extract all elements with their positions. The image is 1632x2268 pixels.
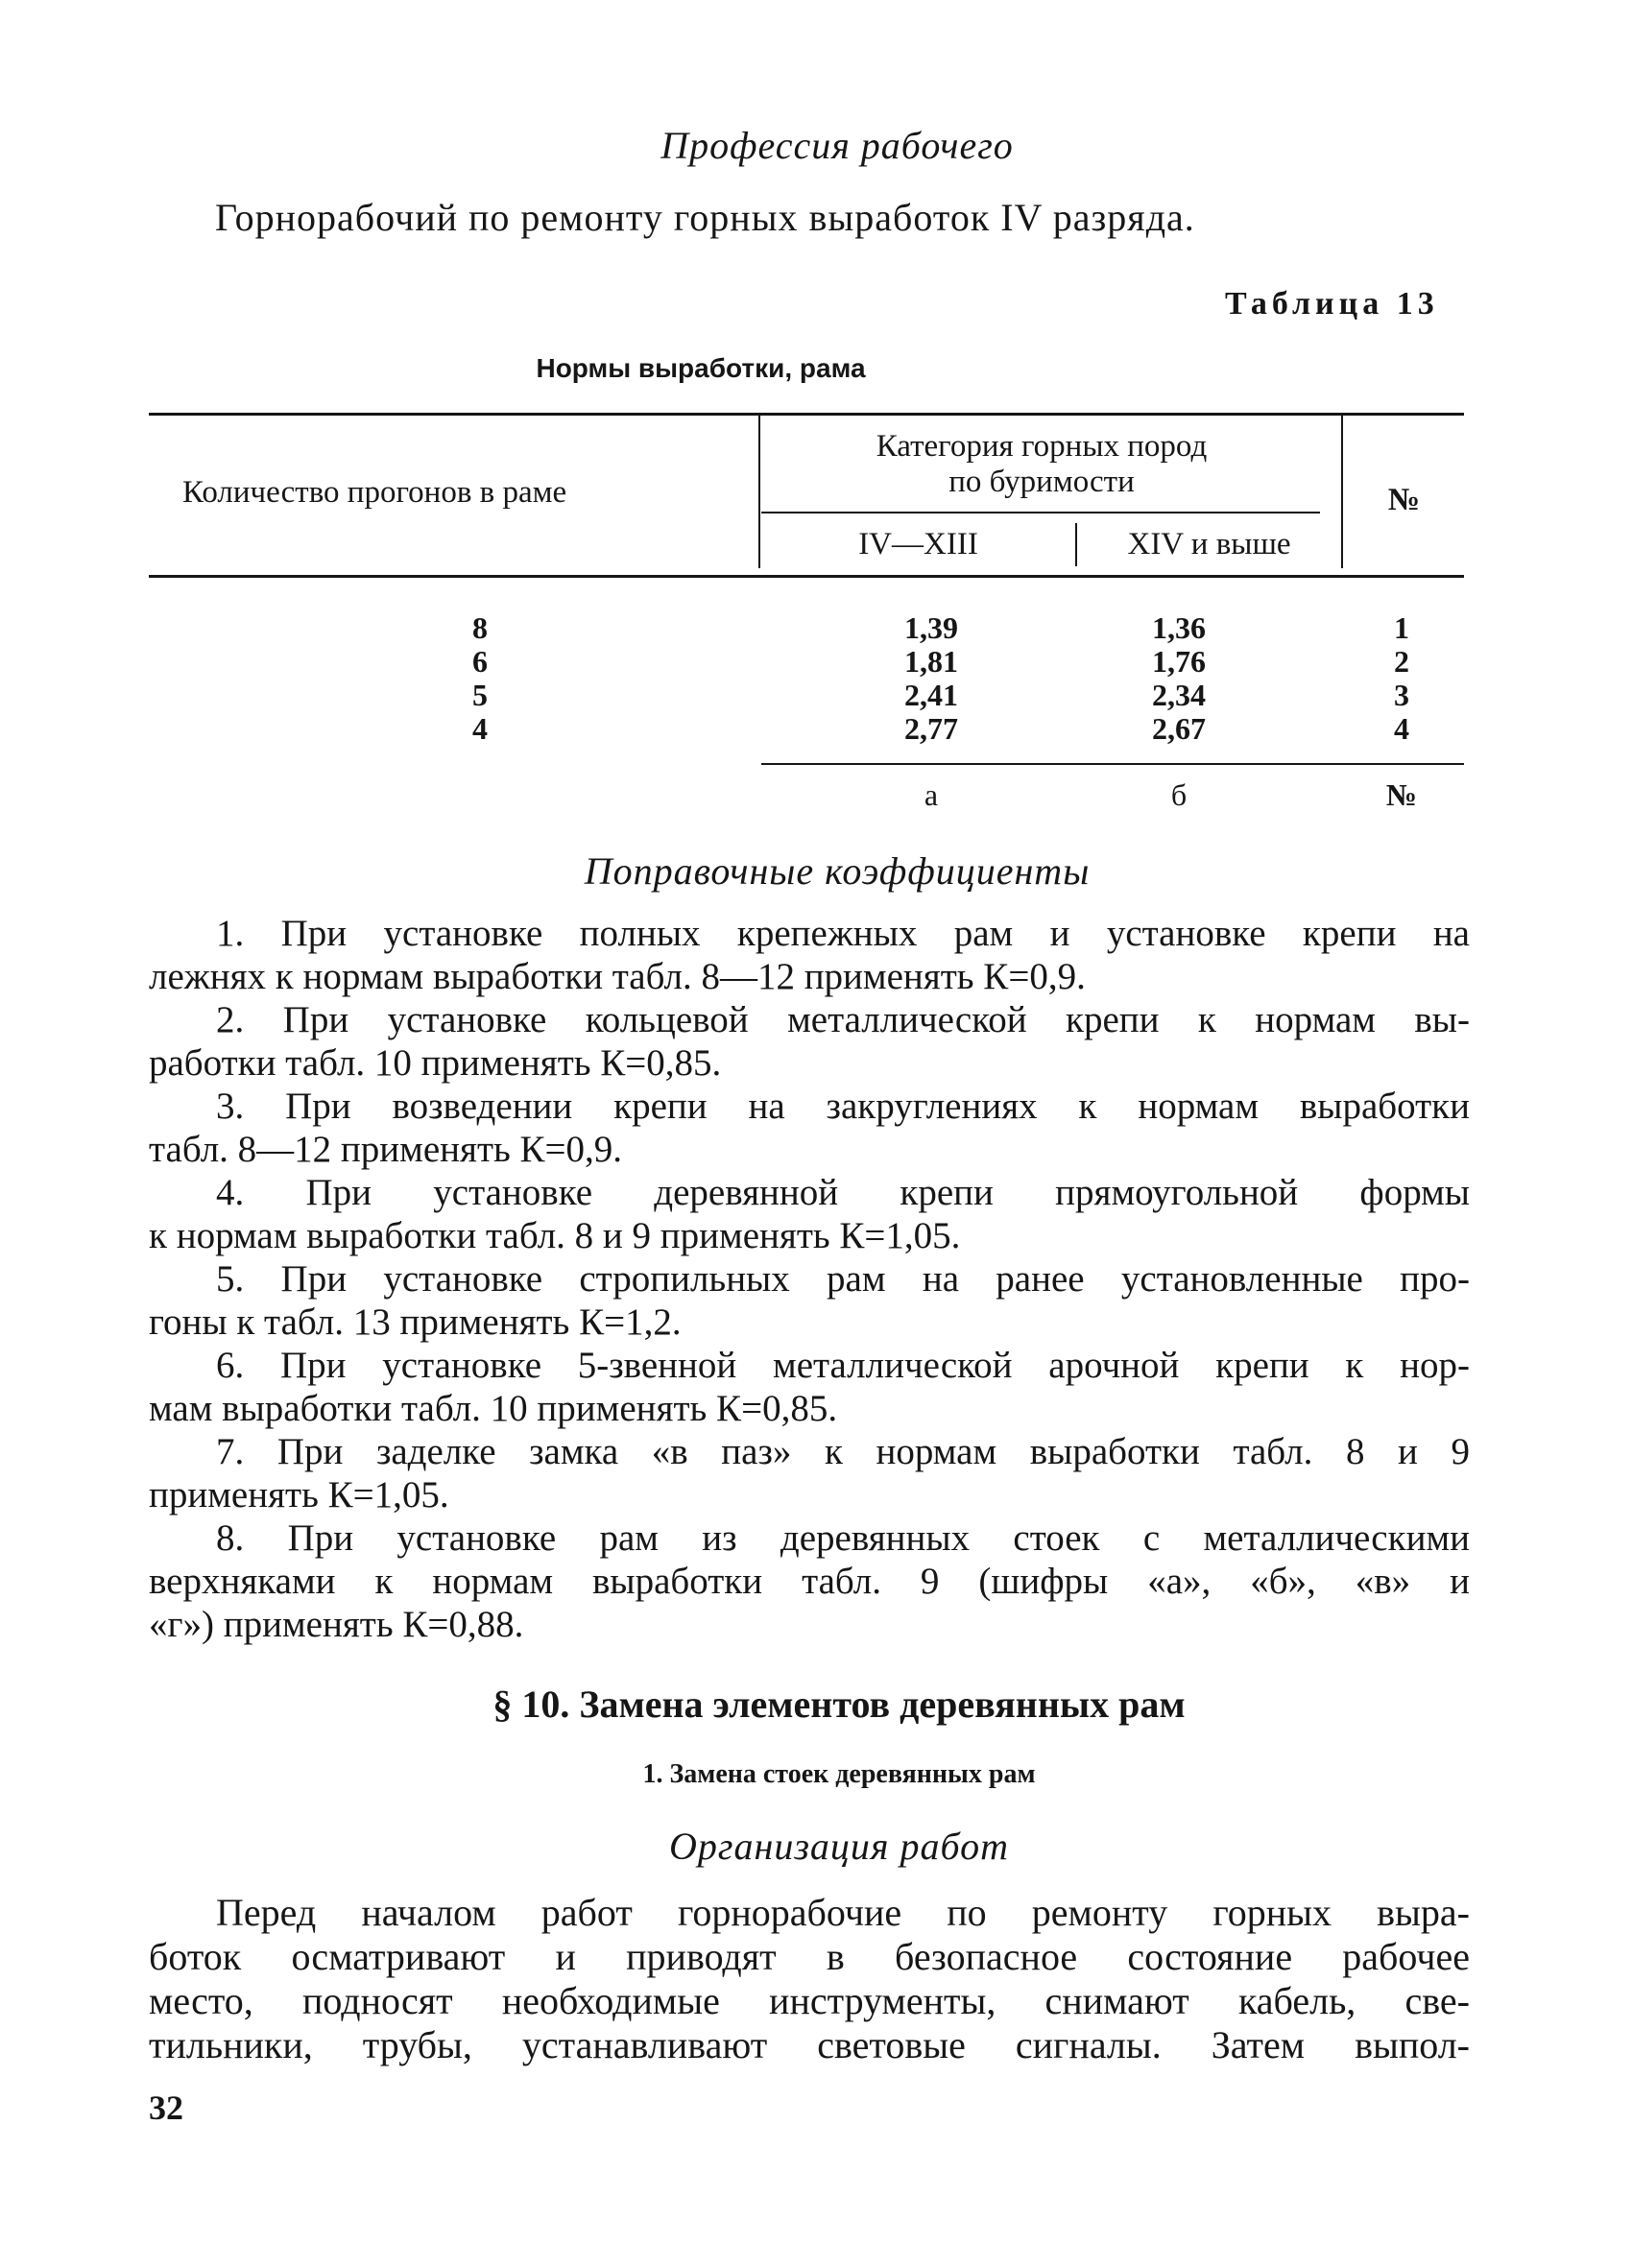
- header-sub1: IV—XIII: [858, 527, 978, 561]
- row-3-b: 2,34: [1152, 678, 1206, 712]
- row-4-a: 2,77: [904, 711, 958, 746]
- row-4-count: 4: [472, 711, 488, 746]
- correction-item-7: [149, 1430, 1470, 1516]
- correction-5-line1: 5. При установке стропильных рам на ранее установленные про-: [216, 1258, 1470, 1300]
- header-category-line1: Категория горных пород: [876, 429, 1208, 464]
- correction-8-line1: 8. При установке рам из деревянных стоек с металлическими: [216, 1517, 1470, 1559]
- table-top-rule: [149, 413, 1464, 416]
- org-line-4: тильники, трубы, устанавливают световые сигналы. Затем выпол-: [149, 2023, 1470, 2066]
- page-number: 32: [149, 2089, 183, 2127]
- header-sub2: XIV и выше: [1127, 527, 1291, 561]
- correction-item-3: [149, 1085, 1470, 1171]
- table-caption: Нормы выработки, рама: [536, 353, 866, 383]
- table-vline-2: [1341, 415, 1343, 568]
- header-category-line2: по буримости: [948, 465, 1135, 499]
- correction-7-line2: применять К=1,05.: [149, 1474, 449, 1516]
- profession-heading: Профессия рабочего: [660, 124, 1014, 167]
- table-vline-1: [758, 415, 760, 568]
- header-quantity: Количество прогонов в раме: [182, 475, 567, 510]
- correction-item-2: [149, 998, 1470, 1085]
- correction-item-5: [149, 1257, 1470, 1344]
- correction-6-line2: мам выработки табл. 10 применять К=0,85.: [149, 1388, 838, 1429]
- row-1-b: 1,36: [1152, 610, 1206, 645]
- correction-8-line3: «г») применять К=0,88.: [149, 1604, 524, 1645]
- correction-5-line2: гоны к табл. 13 применять К=1,2.: [149, 1301, 682, 1343]
- row-1-count: 8: [472, 610, 488, 645]
- correction-4-line2: к нормам выработки табл. 8 и 9 применять К=1,05.: [149, 1215, 961, 1256]
- table-footer-rule: [761, 763, 1464, 765]
- correction-item-4: [149, 1171, 1470, 1257]
- header-no: №: [1387, 483, 1421, 517]
- correction-3-line1: 3. При возведении крепи на закруглениях к нормам выработки: [216, 1086, 1470, 1127]
- org-line-3: место, подносят необходимые инструменты, снимают кабель, све-: [149, 1979, 1470, 2022]
- row-3-no: 3: [1394, 678, 1409, 712]
- table-header-rule: [149, 575, 1464, 578]
- correction-item-8: [149, 1516, 1470, 1646]
- row-1-a: 1,39: [904, 610, 958, 645]
- row-3-count: 5: [472, 678, 488, 712]
- row-2-no: 2: [1394, 644, 1409, 679]
- correction-1-line1: 1. При установке полных крепежных рам и установке крепи на: [216, 913, 1470, 954]
- correction-item-1: [149, 912, 1470, 998]
- correction-7-line1: 7. При заделке замка «в паз» к нормам выработки табл. 8 и 9: [216, 1431, 1470, 1472]
- row-2-count: 6: [472, 644, 488, 679]
- footer-b: б: [1170, 777, 1188, 812]
- profession-text: Горнорабочий по ремонту горных выработок IV разряда.: [215, 196, 1195, 239]
- row-4-no: 4: [1394, 711, 1409, 746]
- table-label: Таблица 13: [1225, 286, 1439, 322]
- org-line-1: Перед началом работ горнорабочие по ремонту горных выра-: [216, 1891, 1470, 1934]
- org-line-2: боток осматривают и приводят в безопасное состояние рабочее: [149, 1935, 1470, 1978]
- row-4-b: 2,67: [1152, 711, 1206, 746]
- row-3-a: 2,41: [904, 678, 958, 712]
- correction-8-line2: верхняками к нормам выработки табл. 9 (шифры «а», «б», «в» и: [149, 1561, 1470, 1602]
- corrections-heading: Поправочные коэффициенты: [584, 849, 1091, 893]
- footer-no: №: [1385, 777, 1418, 812]
- row-1-no: 1: [1394, 610, 1409, 645]
- row-2-a: 1,81: [904, 644, 958, 679]
- correction-2-line2: работки табл. 10 применять К=0,85.: [149, 1042, 722, 1084]
- organization-heading: Организация работ: [668, 1825, 1009, 1868]
- correction-2-line1: 2. При установке кольцевой металлической крепи к нормам вы-: [216, 999, 1470, 1040]
- correction-6-line1: 6. При установке 5-звенной металлической арочной крепи к нор-: [216, 1345, 1470, 1386]
- subsection-heading: 1. Замена стоек деревянных рам: [642, 1759, 1036, 1789]
- table-header-subrule: [761, 512, 1320, 513]
- footer-a: а: [924, 777, 939, 812]
- correction-4-line1: 4. При установке деревянной крепи прямоугольной формы: [216, 1172, 1470, 1213]
- correction-item-6: [149, 1344, 1470, 1430]
- correction-1-line2: лежнях к нормам выработки табл. 8—12 применять К=0,9.: [149, 956, 1086, 997]
- organization-paragraph: [149, 1891, 1470, 2067]
- correction-3-line2: табл. 8—12 применять К=0,9.: [149, 1129, 623, 1170]
- row-2-b: 1,76: [1152, 644, 1206, 679]
- section-heading: § 10. Замена элементов деревянных рам: [492, 1683, 1186, 1726]
